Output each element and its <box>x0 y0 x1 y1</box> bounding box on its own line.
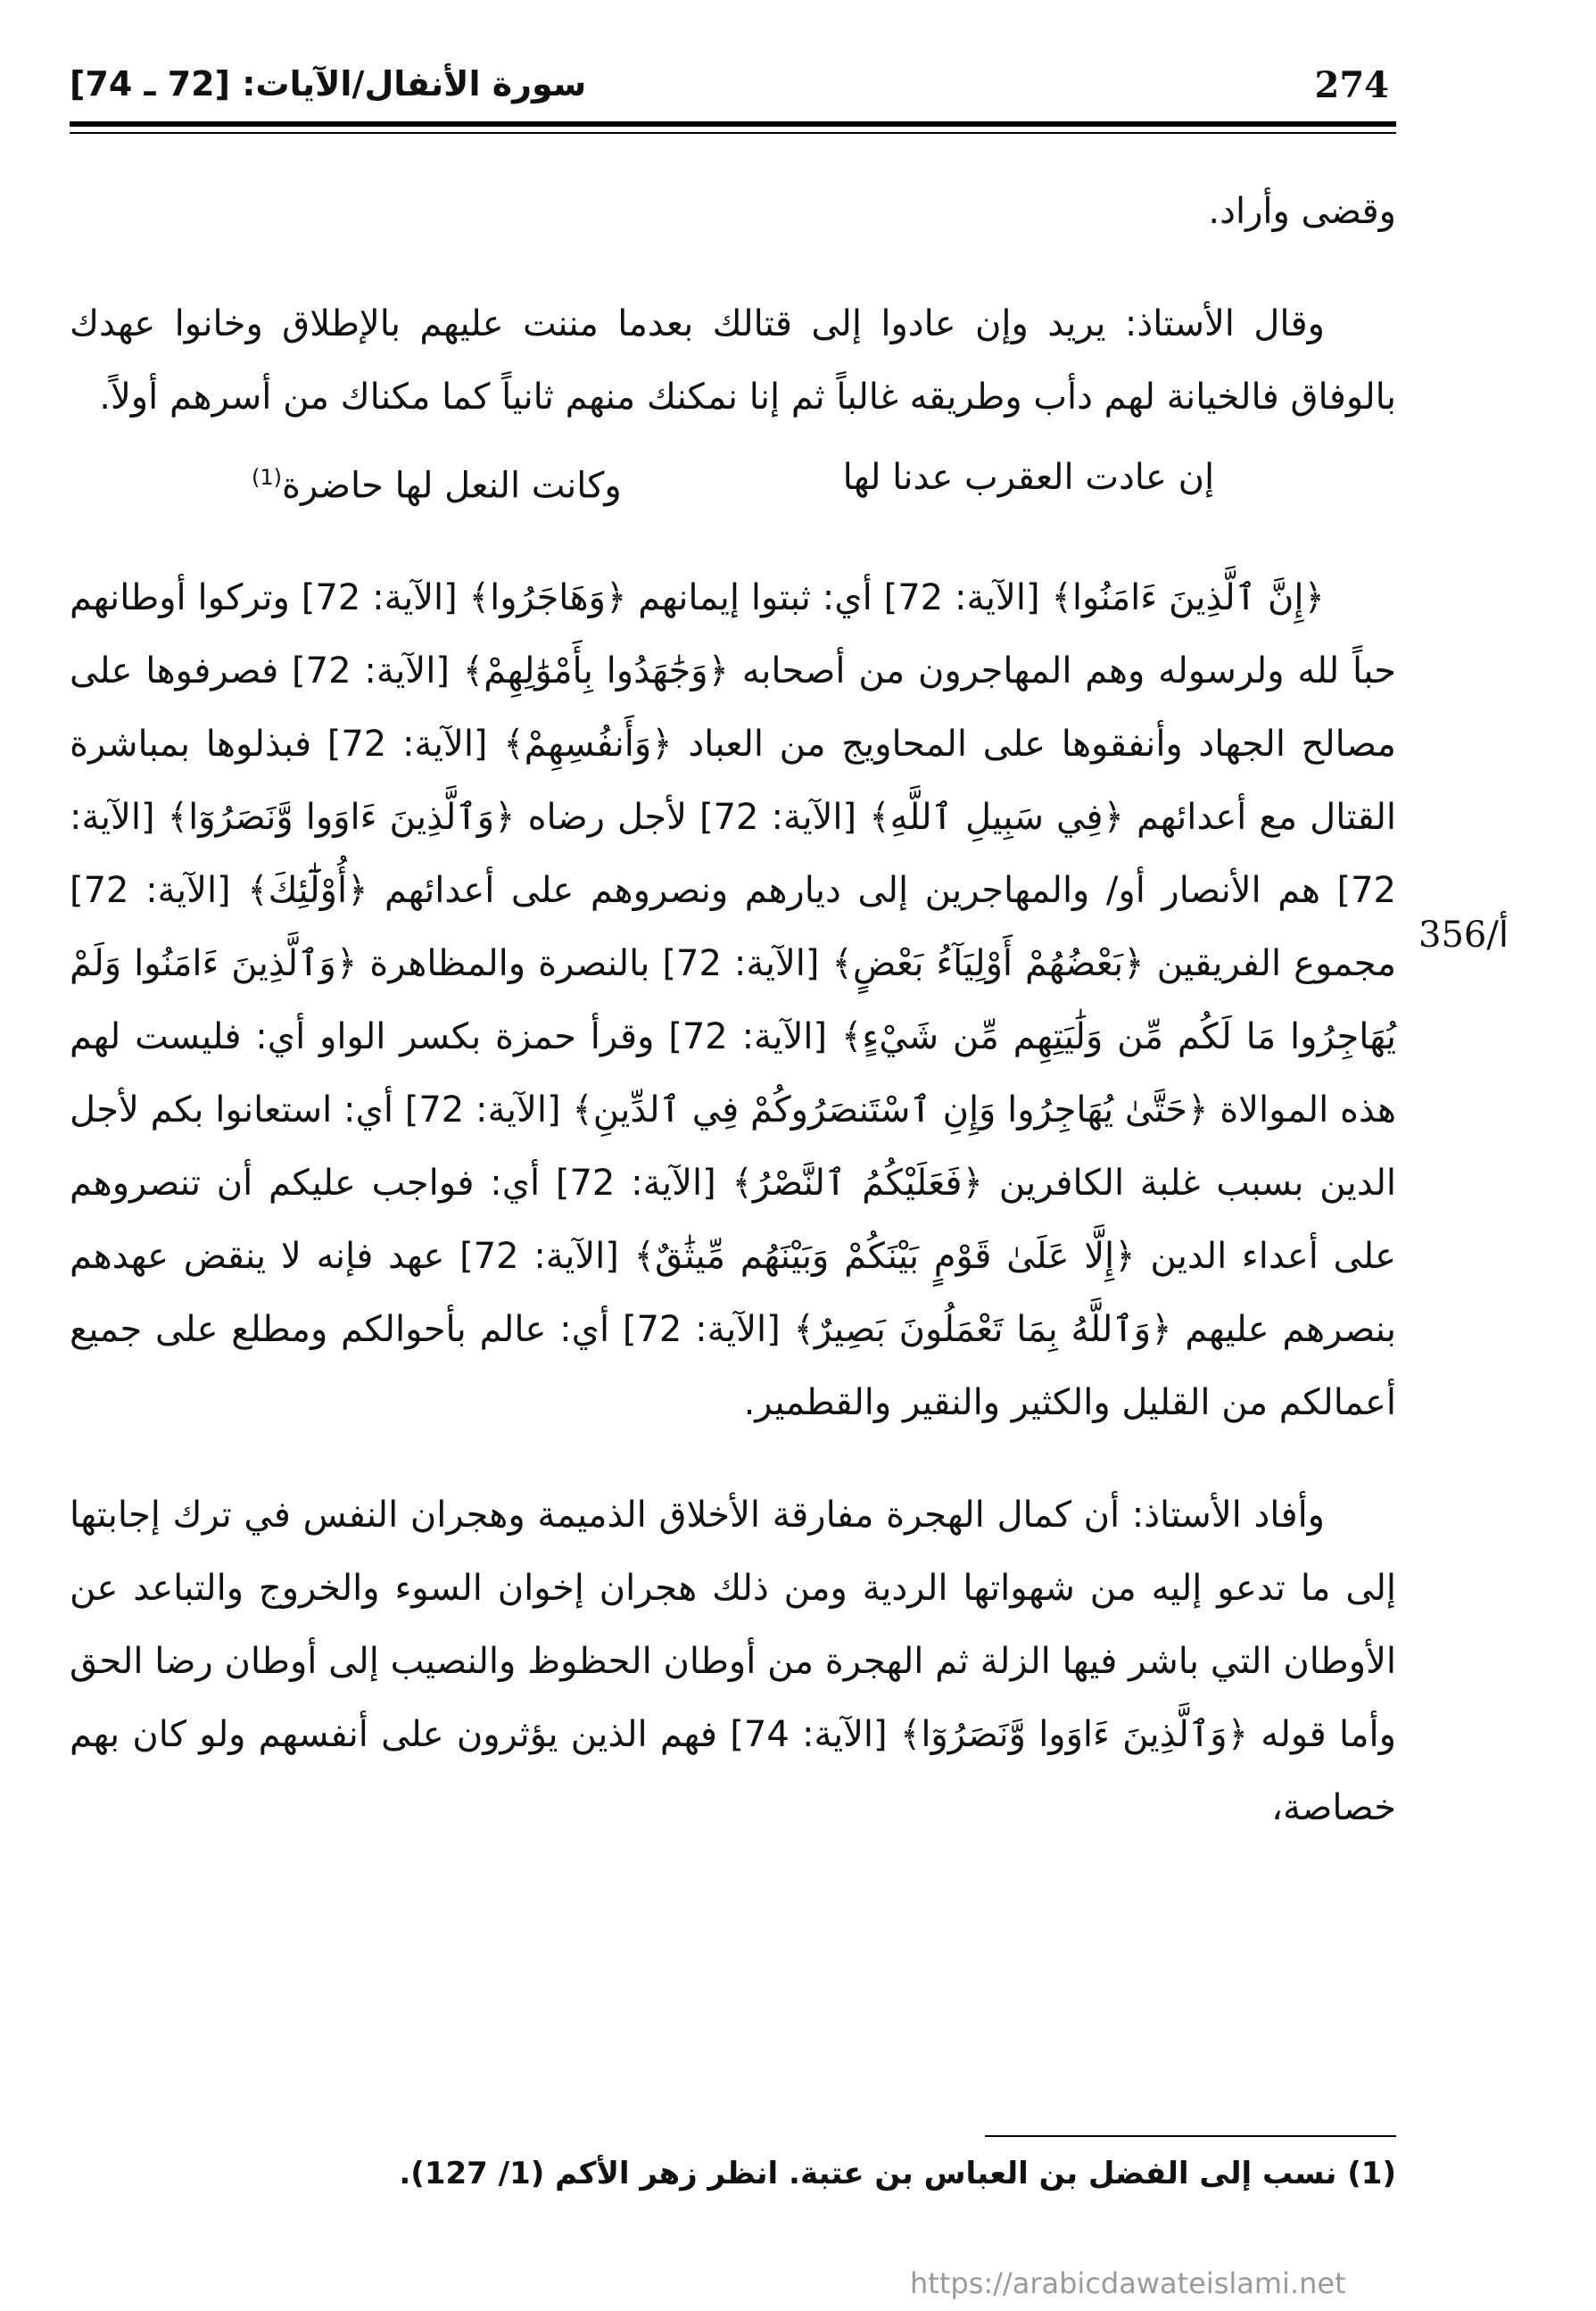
paragraph-closing: وأفاد الأستاذ: أن كمال الهجرة مفارقة الأخلاق الذميمة وهجران النفس في ترك إجابتها إلى ما تدعو إليه من شهواتها الردية ومن ذلك هجران إخوان السوء والخروج والتباعد عن الأوطان التي باشر فيها الزلة ثم الهجرة من أوطان الحظوظ والنصيب إلى أوطان رضا الحق وأما قوله ﴿وَٱلَّذِينَ ءَاوَوا وَّنَصَرُوٓا﴾ [الآية: 74] فهم الذين يؤثرون على أنفسهم ولو كان بهم خصاصة، <box>70 1495 1396 1829</box>
main-text <box>70 175 1396 1844</box>
running-title: سورة الأنفال/الآيات: [72 ـ 74] <box>70 64 587 104</box>
header-rule-thick <box>70 121 1396 127</box>
header-rule-thin <box>70 132 1396 134</box>
page-header <box>70 55 1396 111</box>
verse-first-half: إن عادت العقرب عدنا لها <box>842 457 1215 498</box>
verse-second-half: وكانت النعل لها حاضرة$^{(1)}$ <box>251 465 622 507</box>
poem-verse <box>70 441 1396 522</box>
footnote: (1) نسب إلى الفضل بن العباس بن عتبة. انظر زهر الأكم (1/ 127). <box>399 2156 1396 2191</box>
paragraph-intro: وقضى وأراد. <box>1208 191 1396 232</box>
paragraph-commentary: ﴿إِنَّ ٱلَّذِينَ ءَامَنُوا﴾ [الآية: 72] أي: ثبتوا إيمانهم ﴿وَهَاجَرُوا﴾ [الآية: 72] وتركوا أوطانهم حباً لله ولرسوله وهم المهاجرون من أصحابه ﴿وَجَٰهَدُوا بِأَمْوَٰلِهِمْ﴾ [الآية: 72] فصرفوها على مصالح الجهاد وأنفقوها على المحاويج من العباد ﴿وَأَنفُسِهِمْ﴾ [الآية: 72] فبذلوها بمباشرة القتال مع أعدائهم ﴿فِي سَبِيلِ ٱللَّهِ﴾ [الآية: 72] لأجل رضاه ﴿وَٱلَّذِينَ ءَاوَوا وَّنَصَرُوٓا﴾ [الآية: 72] هم الأنصار أو/ والمهاجرين إلى ديارهم ونصروهم على أعدائهم ﴿أُوْلَٰٓئِكَ﴾ [الآية: 72] مجموع الفريقين ﴿بَعْضُهُمْ أَوْلِيَآءُ بَعْضٍ﴾ [الآية: 72] بالنصرة والمظاهرة ﴿وَٱلَّذِينَ ءَامَنُوا وَلَمْ يُهَاجِرُوا مَا لَكُم مِّن وَلَٰيَتِهِم مِّن شَيْءٍ﴾ [الآية: 72] وقرأ حمزة بكسر الواو أي: فليست لهم هذه الموالاة ﴿حَتَّىٰ يُهَاجِرُوا وَإِنِ ٱسْتَنصَرُوكُمْ فِي ٱلدِّينِ﴾ [الآية: 72] أي: استعانوا بكم لأجل الدين بسبب غلبة الكافرين ﴿فَعَلَيْكُمُ ٱلنَّصْرُ﴾ [الآية: 72] أي: فواجب عليكم أن تنصروهم على أعداء الدين ﴿إِلَّا عَلَىٰ قَوْمٍ بَيْنَكُمْ وَبَيْنَهُم مِّيثَٰقٌ﴾ [الآية: 72] عهد فإنه لا ينقض عهدهم بنصرهم عليهم ﴿وَٱللَّهُ بِمَا تَعْمَلُونَ بَصِيرٌ﴾ [الآية: 72] أي: عالم بأحوالكم ومطلع على جميع أعمالكم من القليل والكثير والنقير والقطمير. <box>70 577 1397 1424</box>
footnote-rule <box>985 2135 1396 2137</box>
watermark-url: https://arabicdawateislami.net <box>910 2266 1346 2300</box>
paragraph-ustadh: وقال الأستاذ: يريد وإن عادوا إلى قتالك بعدما مننت عليهم بالإطلاق وخانوا عهدك بالوفاق فالخيانة لهم دأب وطريقه غالباً ثم إنا نمكنك منهم ثانياً كما مكناك من أسرهم أولاً. <box>70 303 1396 418</box>
footnote-marker: (1) <box>251 465 282 490</box>
manuscript-folio-note: 356/أ <box>1418 915 1509 956</box>
page-number: 274 <box>1314 64 1389 106</box>
